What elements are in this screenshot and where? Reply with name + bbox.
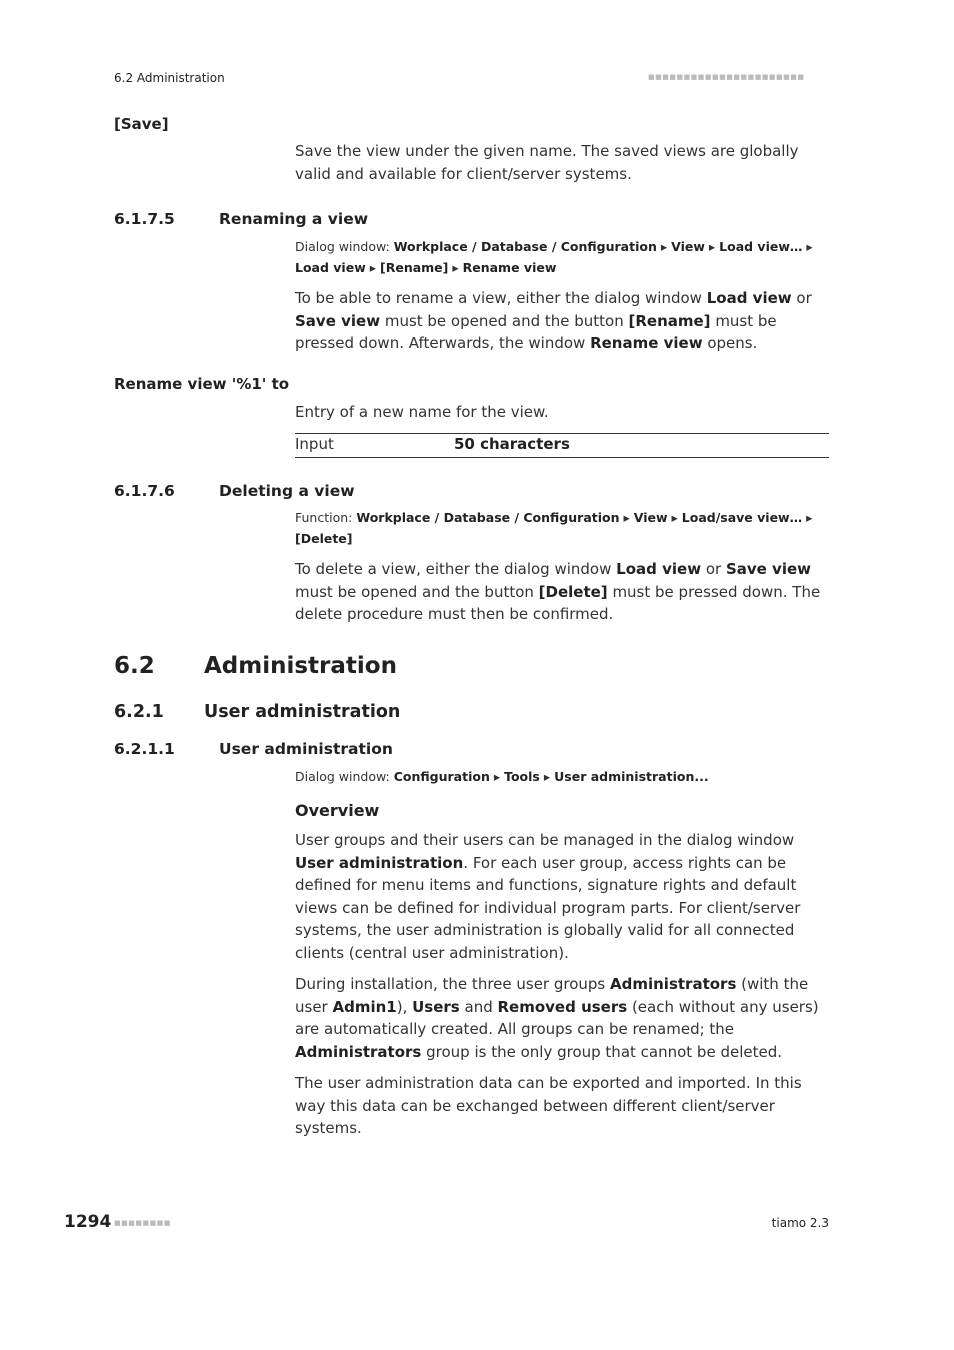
- page-number: 1294: [64, 1212, 112, 1232]
- product-version: tiamo 2.3: [771, 1216, 829, 1230]
- delete-paragraph: To delete a view, either the dialog window Load view or Save view must be opened and the button [Delete] must be pressed down. The delete procedure must then be confirmed.: [295, 560, 821, 623]
- user-admin-dialog-path: Dialog window: Configuration ▸ Tools ▸ User administration...: [295, 769, 709, 784]
- overview-heading: Overview: [295, 801, 380, 820]
- running-header-section: 6.2 Administration: [114, 71, 225, 85]
- rename-dialog-path: Dialog window: Workplace / Database / Configuration ▸ View ▸ Load view… ▸ Load view ▸ [Rename] ▸ Rename view: [295, 239, 813, 275]
- section-6-2-1-1-number: 6.2.1.1: [114, 740, 175, 758]
- chapter-6-2-title: Administration: [204, 653, 397, 679]
- delete-function-path: Function: Workplace / Database / Configuration ▸ View ▸ Load/save view… ▸ [Delete]: [295, 510, 813, 546]
- section-6-2-1-1-title: User administration: [219, 740, 393, 758]
- overview-paragraph-3: The user administration data can be exported and imported. In this way this data can be exchanged between different client/server systems.: [295, 1074, 802, 1137]
- footer-dots: ■■■■■■■■: [114, 1219, 171, 1227]
- chapter-6-2-number: 6.2: [114, 653, 155, 679]
- save-description: Save the view under the given name. The saved views are globally valid and available for client/server systems.: [295, 142, 799, 183]
- input-table-value: 50 characters: [454, 435, 570, 453]
- section-6-2-1-number: 6.2.1: [114, 702, 164, 722]
- overview-paragraph-2: During installation, the three user groups Administrators (with the user Admin1), Users and Removed users (each without any users) are automatically created. All groups can be renamed; the Administrators group is the only group that cannot be deleted.: [295, 975, 819, 1061]
- rename-view-description: Entry of a new name for the view.: [295, 403, 549, 421]
- rename-paragraph: To be able to rename a view, either the dialog window Load view or Save view must be opened and the button [Rename] must be pressed down. Afterwards, the window Rename view opens.: [295, 289, 812, 352]
- running-header-dots: ■■■■■■■■■■■■■■■■■■■■■■: [648, 73, 805, 81]
- section-6-1-7-6-number: 6.1.7.6: [114, 482, 175, 500]
- section-6-1-7-5-title: Renaming a view: [219, 210, 369, 228]
- overview-paragraph-1: User groups and their users can be managed in the dialog window User administration. For each user group, access rights can be defined for menu items and functions, signature rights and default views can be defined for individual program parts. For client/server systems, the user administration is globally valid for all connected clients (central user administration).: [295, 831, 801, 962]
- save-term: [Save]: [114, 115, 169, 133]
- input-table-label: Input: [295, 435, 334, 453]
- section-6-1-7-5-number: 6.1.7.5: [114, 210, 175, 228]
- section-6-2-1-title: User administration: [204, 702, 401, 722]
- section-6-1-7-6-title: Deleting a view: [219, 482, 355, 500]
- rename-view-term: Rename view '%1' to: [114, 375, 290, 393]
